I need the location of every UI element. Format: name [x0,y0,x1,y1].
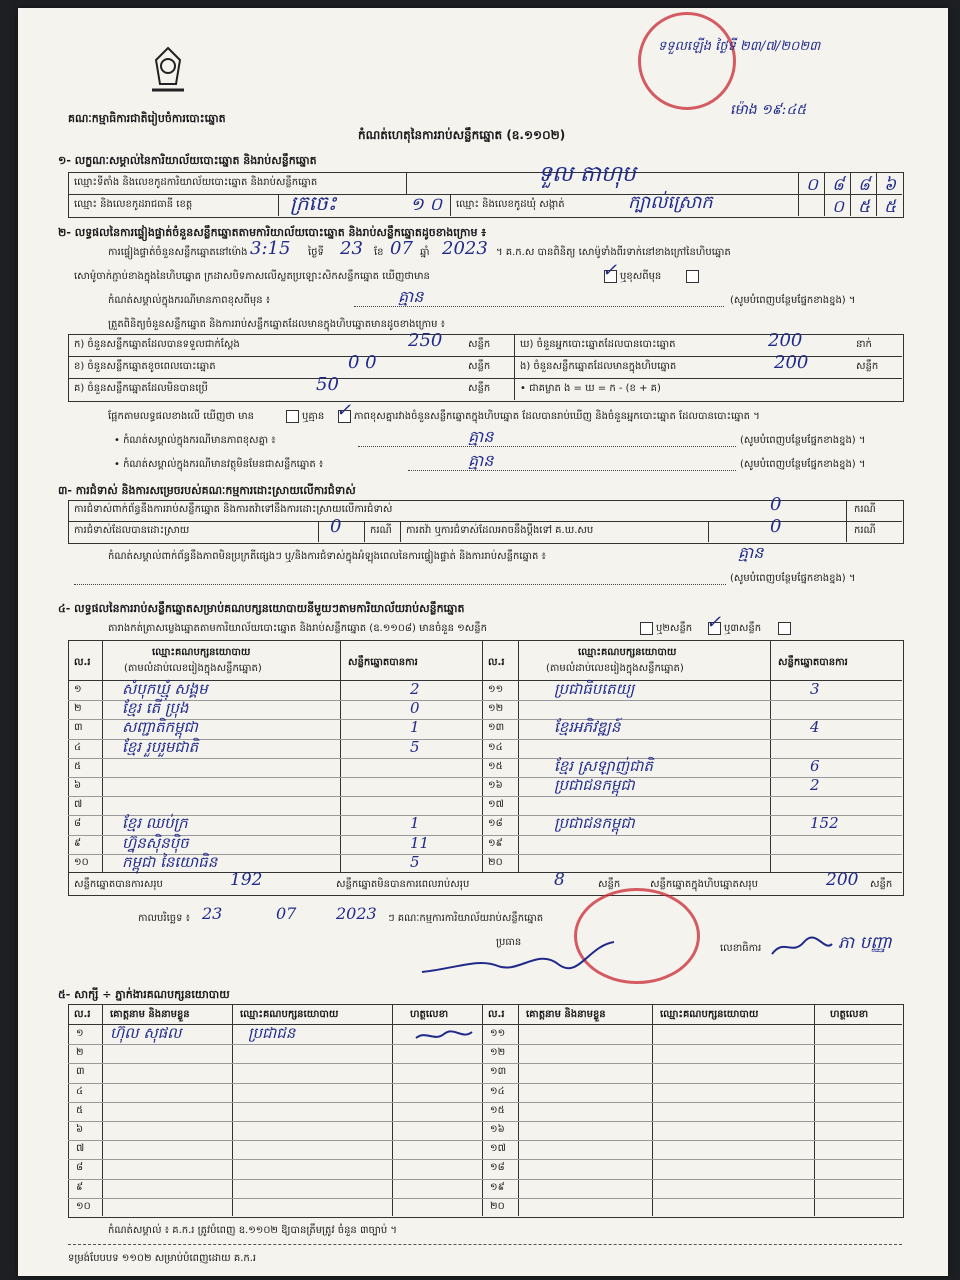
total-box-label: សន្លឹកឆ្នោតក្នុងហិបឆ្នោតសរុប [650,879,758,890]
checkbox-has-discrepancy[interactable] [286,410,299,423]
count-row-unit: សន្លឹក [856,361,879,372]
witness-row-no: ១៨ [490,1162,505,1174]
tally-row-no: ១០ [74,856,89,868]
tally-row-votes: 2 [410,680,420,698]
objection-note: កំណត់សម្គាល់ពាក់ព័ន្ធនឹងភាពមិនប្រក្រតីផ្សេងៗ ឬ/និងការជំទាស់ក្នុងអំឡុងពេលនៃការផ្ទៀងផ្ទាត់ និងការរាប់សន្លឹកឆ្នោត ៖ [108,551,546,562]
objection-row2-label: ការជំទាស់ដែលបានដោះស្រាយ [74,525,190,536]
objection-row1-value: 0 [770,494,782,515]
tally-intro: តារាងកត់ត្រាសម្លេងឆ្នោតតាមការិយាល័យបោះឆ្នោត និងរាប់សន្លឹកឆ្នោត (ឧ.១១០៨) មានចំនួន ១សន្លឹក [108,623,487,634]
document-paper [18,8,948,1276]
verify-line2: សោម៉ូចាក់ភ្ជាប់ខាងក្នុងនៃហិបឆ្នោត ក្រដាសបិទភាសលើស្លតប្រឡោះសិកសន្លឹកឆ្នោត ឃើញថាមាន [74,271,430,282]
count-row-label: • ជាគម្លាត ង = ឃ = ក - (ខ + គ) [520,383,661,394]
tally-col-party-sub: (តាមលំដាប់លេខរៀងក្នុងសន្លឹកឆ្នោត) [546,663,684,674]
tally-row-no: ៨ [74,818,82,830]
discrepancy-line: ផ្អែកតាមលទ្ធផលខាងលើ ឃើញថា មាន [108,411,255,422]
tally-row-no: ២០ [488,856,503,868]
objection-note-value: គ្មាន [738,543,764,562]
secretary-label: លេខាធិការ [720,943,762,954]
chair-label: ប្រធាន [496,937,522,948]
no-discrepancy-label: ឬគ្មាន [302,411,325,422]
witness-row-no: ១៩ [490,1181,505,1193]
objection-row2-value: 0 [330,516,342,537]
tally-row-no: ៥ [74,760,82,772]
tally-col-votes: សន្លឹកឆ្នោតបានការ [778,657,848,668]
tally-row-party: ខ្មែរ រួបរួមជាតិ [122,737,199,756]
verify-year: 2023 [442,238,488,259]
tally-row-votes: 11 [410,833,430,852]
tally-row-votes: 4 [810,718,820,737]
witness-row-no: ៨ [76,1162,84,1174]
witness-col-name: គោត្តនាម និងនាមខ្លួន [526,1009,606,1020]
three-sheet-label: ឬ៣សន្លឹក [724,623,762,634]
verify-line-a: ការផ្ទៀងផ្ទាត់ចំនួនសន្លឹកឆ្នោតនៅម៉ោង [108,247,248,258]
witness-row-no: ១១ [490,1028,506,1039]
objection-row2b-unit: ករណី [854,525,876,536]
witness-row-no: ១ [76,1028,84,1039]
tally-row-party: ខ្មែរ តើ ប្រុង [122,699,189,718]
form-footer: ទម្រង់បែបបទ ១១០២ សម្រាប់បំពេញដោយ គ.ក.រ [68,1253,257,1264]
tally-row-party: ប្រជាធិបតេយ្យ [554,680,635,698]
witness-col-party: ឈ្មោះគណបក្សនយោបាយ [240,1009,339,1020]
witness-row-no: ៩ [76,1181,84,1193]
total-invalid-unit: សន្លឹក [598,879,621,890]
date-label: កាលបរិច្ឆេទ ៖ [138,913,191,924]
commune-name: ក្បាល់ស្រោក [628,192,713,213]
tally-row-votes: 6 [810,756,820,775]
total-invalid-value: 8 [554,870,565,890]
total-valid-label: សន្លឹកឆ្នោតបានការសរុប [74,879,163,890]
witness-signature [414,1026,474,1046]
section3-heading: ៣- ការជំទាស់ និងការសម្រេចរបស់គណៈកម្មការដោះស្រាយលើការជំទាស់ [58,484,356,497]
tally-row-no: ១៦ [488,780,503,791]
verify-day: 23 [340,238,363,259]
tally-col-party-sub: (តាមលំដាប់លេខរៀងក្នុងសន្លឹកឆ្នោត) [124,663,262,674]
tally-row-no: ១១ [488,684,504,695]
section4-heading: ៤- លទ្ធផលនៃការរាប់សន្លឹកឆ្នោតសម្រាប់គណបក្សនយោបាយនីមួយៗតាមការិយាល័យរាប់សន្លឹកឆ្នោត [58,602,465,615]
tally-row-votes: 5 [410,737,420,756]
witness-row-no: ៧ [76,1143,85,1155]
tally-row-no: ១៧ [488,799,504,811]
fill-hint: (សូមបំពេញបន្ថែមផ្នែកខាងខ្នង) ។ [740,459,866,470]
bullet2-label: • កំណត់សម្គាល់ក្នុងករណីមានវត្ថុមិនមែនជាសន្លឹកឆ្នោត ៖ [114,459,324,470]
tally-row-no: ៦ [74,780,82,791]
fill-hint: (សូមបំពេញបន្ថែមផ្នែកខាងខ្នង) ។ [730,573,856,584]
two-sheet-label: ឬ២សន្លឹក [656,623,693,634]
code1-digit: ៦ [883,175,897,195]
witness-col-sign: ហត្ថលេខា [830,1009,869,1020]
receipt-stamp [638,12,736,110]
count-row-value: 250 [408,330,443,351]
emblem-icon [146,44,190,98]
witness-row-no: ៥ [76,1104,84,1116]
tally-row-no: ១២ [488,703,504,715]
count-row-label: ក) ចំនួនសន្លឹកឆ្នោតដែលបានទទួលជាក់ស្ដែង [74,339,240,350]
count-row-unit: សន្លឹក [468,339,491,350]
objection-row2b-label: ការតវ៉ា ឬការជំទាស់ដែលអាចនឹងប្ដឹងទៅ គ.ឃ.សប [406,525,594,536]
date-day: 23 [202,904,223,923]
witness-row-no: ៦ [76,1124,84,1135]
objection-row1-unit: ករណី [854,504,876,515]
code1-digit: ៨ [831,175,845,195]
code2-digit: ៥ [883,197,897,217]
secretary-name: ភា បញ្ញា [838,933,892,953]
code1-digit: ០ [805,175,819,195]
section1-row2b-label: ឈ្មោះ និងលេខកូដឃុំ សង្កាត់ [456,199,565,210]
date-year: 2023 [336,904,377,923]
tally-col-party: ឈ្មោះគណបក្សនយោបាយ [578,647,677,658]
count-row-unit: នាក់ [856,339,872,350]
polling-station-name: ទួល តាហុប [538,162,636,187]
witness-row-no: ១៤ [490,1085,505,1097]
tally-row-no: ៧ [74,799,83,811]
count-row-value: 50 [316,374,339,395]
count-intro: ត្រួតពិនិត្យចំនួនសន្លឹកឆ្នោត និងការរាប់សន្លឹកឆ្នោតដែលមានក្នុងហិបឆ្នោតមានដូចខាងក្រោម ៖ [108,319,446,330]
tally-row-party: ខ្មែរអភិវឌ្ឍន៍ [554,718,621,737]
witness-row-no: ១២ [490,1047,506,1059]
witness-row-no: ៤ [76,1085,84,1097]
witness-row-no: ១៧ [490,1143,506,1155]
section1-row2-label: ឈ្មោះ និងលេខកូដរាជធានី ខេត្ត [74,199,193,210]
tally-row-party: ប្រជាជនកម្ពុជា [554,814,635,833]
tally-row-votes: 1 [410,718,420,737]
objection-row2-unit: ករណី [370,525,392,536]
tally-row-votes: 1 [410,814,420,833]
witness-row-no: ២ [76,1047,84,1059]
checkbox-different[interactable] [686,270,699,283]
chair-signature [418,938,618,982]
section1-row1-label: ឈ្មោះទីតាំង និងលេខកូដការិយាល័យបោះឆ្នោត និងរាប់សន្លឹកឆ្នោត [74,177,318,188]
witness-col-party: ឈ្មោះគណបក្សនយោបាយ [660,1009,759,1020]
witness-row-no: ២០ [490,1200,505,1212]
tally-col-party: ឈ្មោះគណបក្សនយោបាយ [152,647,251,658]
province-name: ក្រចេះ [290,191,337,215]
witness-col-sign: ហត្ថលេខា [410,1009,449,1020]
province-code: ១ ០ [410,194,443,215]
checkbox-different-label: ឬខុសពីមុន [620,271,662,282]
tally-row-votes: 3 [810,680,820,698]
checkbox-3-sheet[interactable] [778,622,791,635]
code2-digit: ៥ [857,197,871,217]
verify-time: 3:15 [250,238,291,259]
witness-row-no: ១៦ [490,1124,505,1135]
count-row-label: គ) ចំនួនសន្លឹកឆ្នោតដែលមិនបានប្រើ [74,383,208,394]
witness-col-name: គោត្តនាម និងនាមខ្លួន [110,1009,190,1020]
section2-heading: ២- លទ្ធផលនៃការផ្ទៀងផ្ទាត់ចំនួនសន្លឹកឆ្នោតតាមការិយាល័យបោះឆ្នោត និងរាប់សន្លឹកឆ្នោតដូចខាងក្រោម ៖ [58,226,487,239]
tally-col-votes: សន្លឹកឆ្នោតបានការ [348,657,418,668]
objection-row2b-value: 0 [770,516,782,537]
note-label: កំណត់សម្គាល់ក្នុងករណីមានភាពខុសពីមុន ៖ [108,295,271,306]
tally-row-no: ៩ [74,837,82,849]
tally-row-party: សំបុកឃ្មុំ សង្គម [122,680,208,698]
tally-row-no: ២ [74,703,82,715]
total-box-value: 200 [826,870,859,890]
bullet1-value: គ្មាន [468,427,494,446]
code2-digit: ០ [831,197,845,217]
section5-heading: ៥- សាក្សី ÷ ភ្នាក់ងារគណបក្សនយោបាយ [58,988,230,1001]
stamp-note: ទទួលឡើង ថ្ងៃទី ២៣/៧/២០២៣ [658,39,821,54]
tally-row-party: ខ្មែរ ស្រឡាញ់ជាតិ [554,756,653,775]
tally-row-no: ១ [74,684,82,695]
check-mark-icon: ✓ [602,260,618,281]
witness-row-name: ហ៊ុល សុផល [110,1024,182,1042]
verify-line-e: ។ គ.ក.ស បានពិនិត្យ សោម៉ូទាំងពីរទាក់នៅខាងក្រៅនៃហិបឆ្នោត [496,247,731,258]
witness-col-no: ល.រ [74,1009,91,1020]
verify-month: 07 [390,238,413,259]
secretary-signature [770,934,834,960]
tally-row-no: ១៤ [488,741,503,753]
section1-heading: ១- លក្ខណៈសម្គាល់នៃការិយាល័យបោះឆ្នោត និងរាប់សន្លឹកឆ្នោត [58,154,317,167]
objection-row1-label: ការជំទាស់ពាក់ព័ន្ធនឹងការរាប់សន្លឹកឆ្នោត និងការតវ៉ាទៅនឹងការដោះស្រាយលើការជំទាស់ [74,504,393,515]
month-label: ខែ [374,247,384,258]
date-month: 07 [276,904,297,923]
witness-row-no: ១០ [76,1200,91,1212]
count-row-unit: សន្លឹក [468,383,491,394]
org-name: គណៈកម្មាធិការជាតិរៀបចំការបោះឆ្នោត [68,112,226,125]
witness-row-party: ប្រជាជន [248,1024,296,1042]
witness-row-no: ១៣ [490,1066,507,1078]
footer-note: កំណត់សម្គាល់ ៖ គ.ក.រ ត្រូវបំពេញ ឧ.១១០២ ឱ្យបានត្រឹមត្រូវ ចំនួន ៣ច្បាប់ ។ [108,1225,397,1236]
total-box-unit: សន្លឹក [870,879,893,890]
tally-row-no: ៤ [74,741,82,753]
witness-row-no: ៣ [76,1066,85,1078]
tally-row-votes: 0 [410,699,420,718]
total-invalid-label: សន្លឹកឆ្នោតមិនបានការពេលរាប់សរុប [336,879,470,890]
tally-row-votes: 152 [810,814,839,833]
tally-row-party: ហ្វ៊ុនស៊ិនប៉ិច [122,833,189,852]
page-title: កំណត់ហេតុនៃការរាប់សន្លឹកឆ្នោត (ឧ.១១០២) [358,128,566,142]
code1-digit: ៨ [857,175,871,195]
tally-row-no: ១៨ [488,818,503,830]
tally-col-no: ល.រ [488,657,505,668]
tally-row-no: ១៥ [488,760,503,772]
note-value: គ្មាន [398,287,424,306]
tally-row-votes: 5 [410,852,420,871]
discrepancy-text: ភាពខុសគ្នារវាងចំនួនសន្លឹកឆ្នោតក្នុងហិបឆ្នោត ដែលបានរាប់ឃើញ និងចំនួនអ្នកបោះឆ្នោត ដែលបានបោះឆ្នោត ។ [354,411,760,422]
tally-row-party: កម្ពុជា នៃយោធិន [122,852,218,871]
day-label: ថ្ងៃទី [308,247,324,258]
count-row-label: ឃ) ចំនួនអ្នកបោះឆ្នោតដែលបានបោះឆ្នោត [520,339,676,350]
count-row-unit: សន្លឹក [468,361,491,372]
stamp-time: ម៉ោង ១៩:៤៥ [730,102,807,118]
tally-row-no: ៣ [74,722,83,734]
tally-row-no: ១៩ [488,837,503,849]
bullet2-value: គ្មាន [468,451,494,470]
count-row-label: ង) ចំនួនសន្លឹកឆ្នោតដែលមានក្នុងហិបឆ្នោត [520,361,677,372]
tally-row-no: ១៣ [488,722,505,734]
check-mark-icon: ✓ [336,400,352,421]
witness-row-no: ១៥ [490,1104,505,1116]
count-row-value: 0 0 [348,352,377,373]
year-label: ឆ្នាំ [420,247,430,258]
fill-hint: (សូមបំពេញបន្ថែមផ្នែកខាងខ្នង) ។ [730,295,856,306]
tally-row-party: ខ្មែរ ឈប់ក្រ [122,814,188,833]
witness-col-no: ល.រ [488,1009,505,1020]
check-mark-icon: ✓ [706,612,722,633]
checkbox-1-sheet[interactable] [640,622,653,635]
tally-row-votes: 2 [810,776,820,794]
count-row-label: ខ) ចំនួនសន្លឹកឆ្នោតខូចពេលបោះឆ្នោត [74,361,216,372]
bullet1-label: • កំណត់សម្គាល់ក្នុងករណីមានភាពខុសគ្នា ៖ [114,435,276,446]
tally-row-party: ប្រជាជនកម្ពុជា [554,776,635,794]
count-row-value: 200 [774,352,809,373]
witness-table [68,1004,904,1218]
total-valid-value: 192 [230,870,263,890]
count-row-value: 200 [768,330,803,351]
committee-label: ៗ គណៈកម្មការការិយាល័យរាប់សន្លឹកឆ្នោត [388,913,544,924]
tally-row-party: សញ្ជាតិកម្ពុជា [122,718,198,737]
fill-hint: (សូមបំពេញបន្ថែមផ្នែកខាងខ្នង) ។ [740,435,866,446]
tally-col-no: ល.រ [74,657,91,668]
